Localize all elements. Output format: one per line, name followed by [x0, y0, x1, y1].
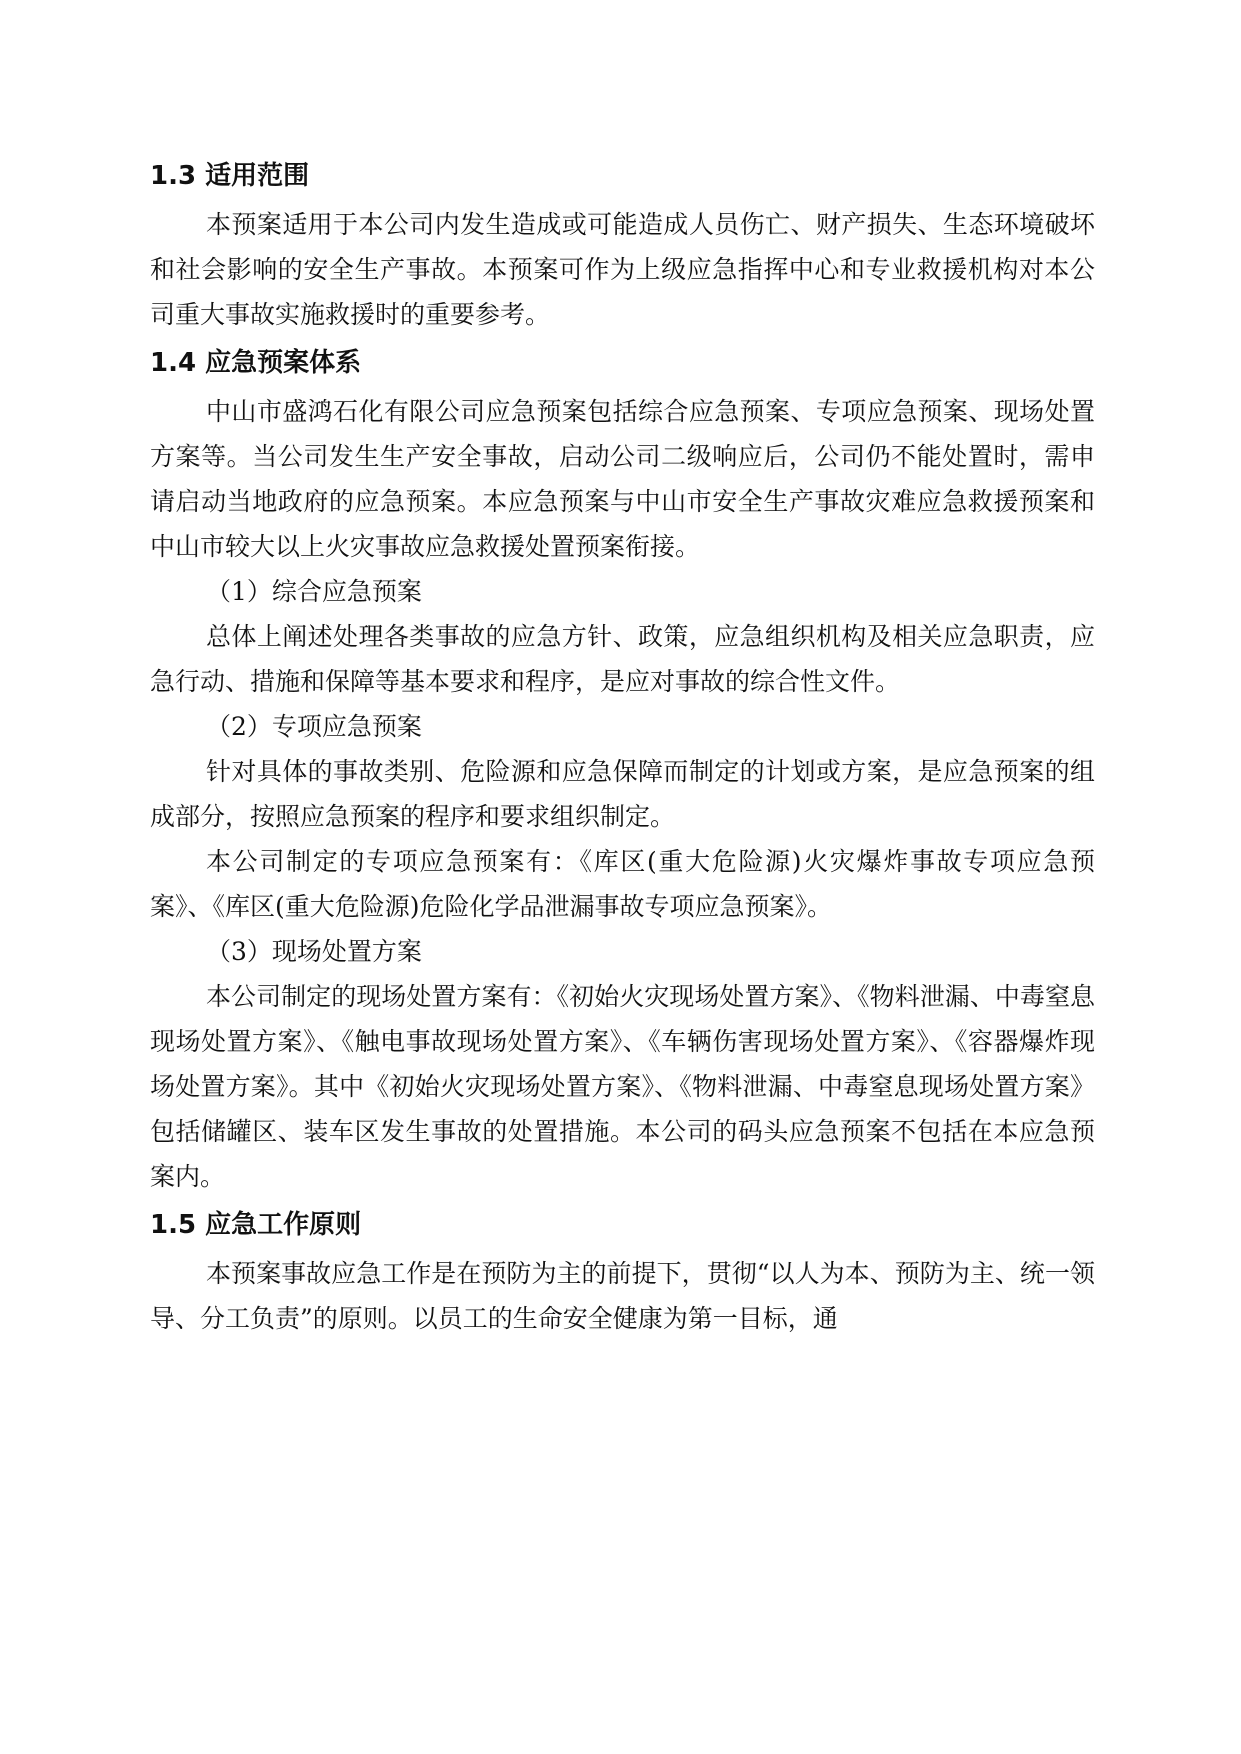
paragraph-plan-system: 中山市盛鸿石化有限公司应急预案包括综合应急预案、专项应急预案、现场处置方案等。当公司发生生产安全事故，启动公司二级响应后，公司仍不能处置时，需申请启动当地政府的应急预案。本应急预案与中山市安全生产事故灾难应急救援预案和中山市较大以上火灾事故应急救援处置预案衔接。 — [150, 397, 1095, 561]
subheading-comprehensive-plan: （1）综合应急预案 — [206, 577, 422, 606]
subheading-special-plan: （2）专项应急预案 — [206, 712, 422, 741]
paragraph-onsite-plan-list: 本公司制定的现场处置方案有：《初始火灾现场处置方案》、《物料泄漏、中毒窒息现场处置方案》、《触电事故现场处置方案》、《车辆伤害现场处置方案》、《容器爆炸现场处置方案》。其中《初始火灾现场处置方案》、《物料泄漏、中毒窒息现场处置方案》包括储罐区、装车区发生事故的处置措施。本公司的码头应急预案不包括在本应急预案内。 — [150, 982, 1095, 1191]
paragraph-special-plan-list: 本公司制定的专项应急预案有：《库区(重大危险源)火灾爆炸事故专项应急预案》、《库区(重大危险源)危险化学品泄漏事故专项应急预案》。 — [150, 847, 1095, 921]
paragraph-comprehensive-plan: 总体上阐述处理各类事故的应急方针、政策，应急组织机构及相关应急职责，应急行动、措施和保障等基本要求和程序，是应对事故的综合性文件。 — [150, 622, 1095, 696]
paragraph-work-principles: 本预案事故应急工作是在预防为主的前提下，贯彻“以人为本、预防为主、统一领导、分工负责”的原则。以员工的生命安全健康为第一目标，通 — [150, 1259, 1095, 1333]
section-heading-1-5: 1.5 应急工作原则 — [150, 1210, 362, 1240]
paragraph-scope: 本预案适用于本公司内发生造成或可能造成人员伤亡、财产损失、生态环境破坏和社会影响的安全生产事故。本预案可作为上级应急指挥中心和专业救援机构对本公司重大事故实施救援时的重要参考。 — [150, 210, 1095, 329]
paragraph-special-plan: 针对具体的事故类别、危险源和应急保障而制定的计划或方案，是应急预案的组成部分，按照应急预案的程序和要求组织制定。 — [150, 757, 1095, 831]
section-heading-1-3: 1.3 适用范围 — [150, 161, 310, 191]
page-content — [150, 150, 1095, 1341]
section-heading-1-4: 1.4 应急预案体系 — [150, 348, 362, 378]
subheading-onsite-plan: （3）现场处置方案 — [206, 937, 422, 966]
